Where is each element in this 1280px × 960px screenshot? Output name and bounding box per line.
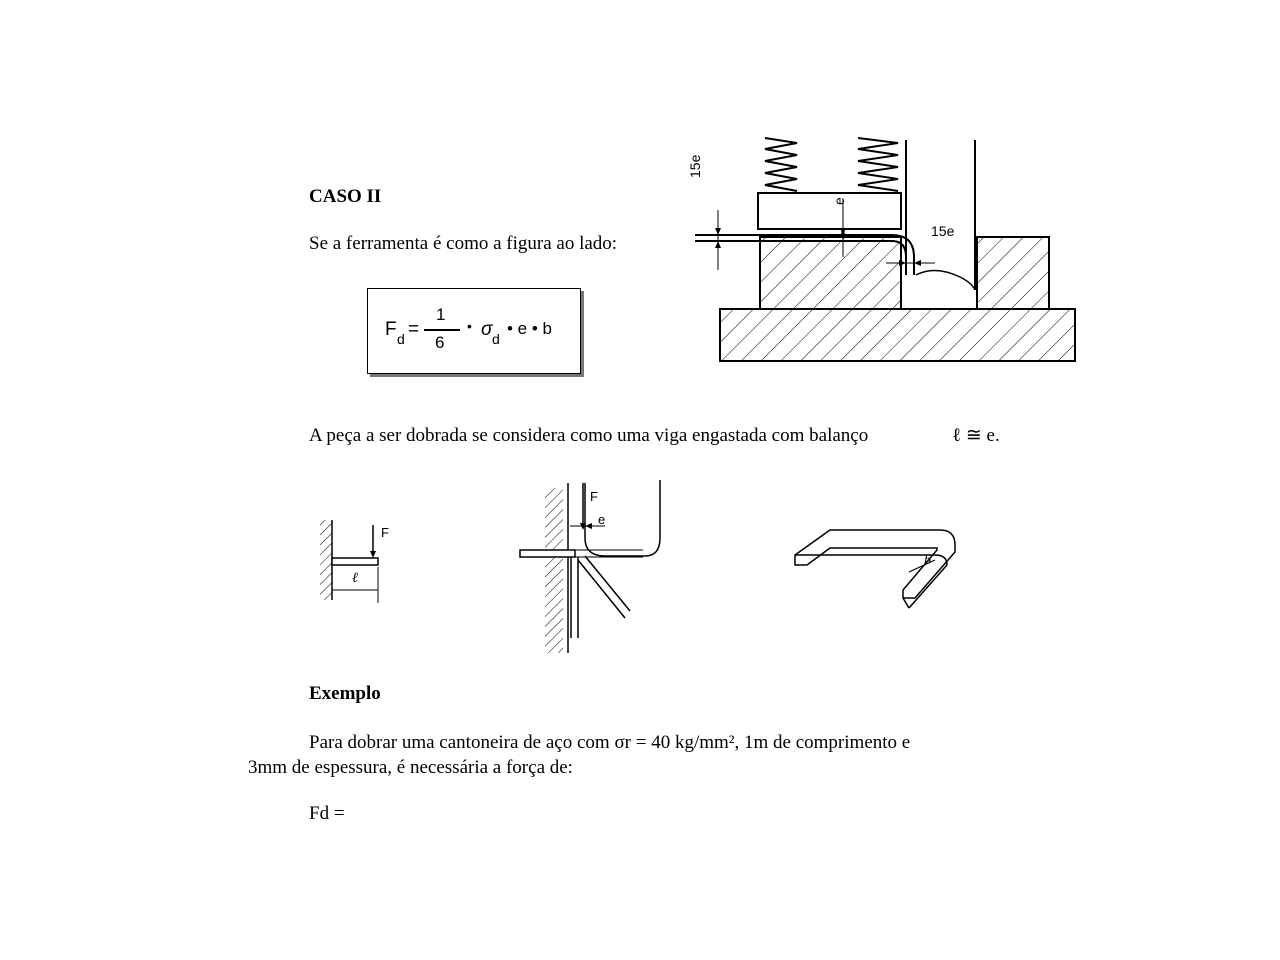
spring-left bbox=[765, 138, 797, 191]
die-e-label: e bbox=[598, 512, 606, 527]
section-heading: CASO II bbox=[309, 186, 382, 207]
spring-right bbox=[858, 138, 898, 191]
formula-lhs-sub: d bbox=[397, 331, 405, 347]
formula-lhs: F bbox=[385, 319, 397, 340]
example-line2: 3mm de espessura, é necessária a força de: bbox=[248, 757, 573, 778]
example-title: Exemplo bbox=[309, 683, 381, 704]
fifth-right-num: 1 bbox=[931, 223, 939, 239]
angle-b-label: b bbox=[924, 553, 931, 568]
die-force-label: F bbox=[590, 489, 598, 504]
fifth-left-den: 5 bbox=[687, 162, 703, 171]
fifth-right-den: 5 bbox=[938, 223, 947, 239]
formula-equals: = bbox=[408, 319, 420, 340]
formula-denominator: 6 bbox=[435, 333, 445, 352]
cantilever-force-label: F bbox=[381, 525, 389, 540]
fifth-right-e: e bbox=[946, 223, 955, 239]
angle-bracket-figure bbox=[785, 520, 960, 610]
fifth-left-num: 1 bbox=[687, 170, 703, 178]
formula-dot: • bbox=[467, 318, 472, 334]
fifth-e-left-label bbox=[684, 155, 706, 178]
fifth-left-e: e bbox=[687, 154, 703, 163]
example-line1: Para dobrar uma cantoneira de aço com σr = 40 kg/mm², 1m de comprimento e bbox=[309, 732, 911, 753]
formula-sigma: σ bbox=[481, 319, 493, 340]
cantilever-length-label: ℓ bbox=[352, 571, 358, 586]
formula-numerator: 1 bbox=[436, 305, 446, 324]
formula-rest: • e • b bbox=[507, 319, 552, 338]
example-answer-label: Fd = bbox=[309, 803, 345, 824]
formula-sigma-sub: d bbox=[492, 331, 500, 347]
beam-symbol: ℓ ≅ e. bbox=[952, 425, 1000, 446]
beam-statement: A peça a ser dobrada se considera como uma viga engastada com balanço bbox=[309, 425, 869, 446]
intro-text: Se a ferramenta é como a figura ao lado: bbox=[309, 233, 618, 254]
e-label-top: e bbox=[831, 197, 847, 205]
formula-box bbox=[367, 288, 581, 374]
fifth-e-right-label bbox=[931, 220, 954, 242]
bending-tool-figure bbox=[660, 125, 1090, 370]
fraction-bar bbox=[424, 329, 460, 331]
